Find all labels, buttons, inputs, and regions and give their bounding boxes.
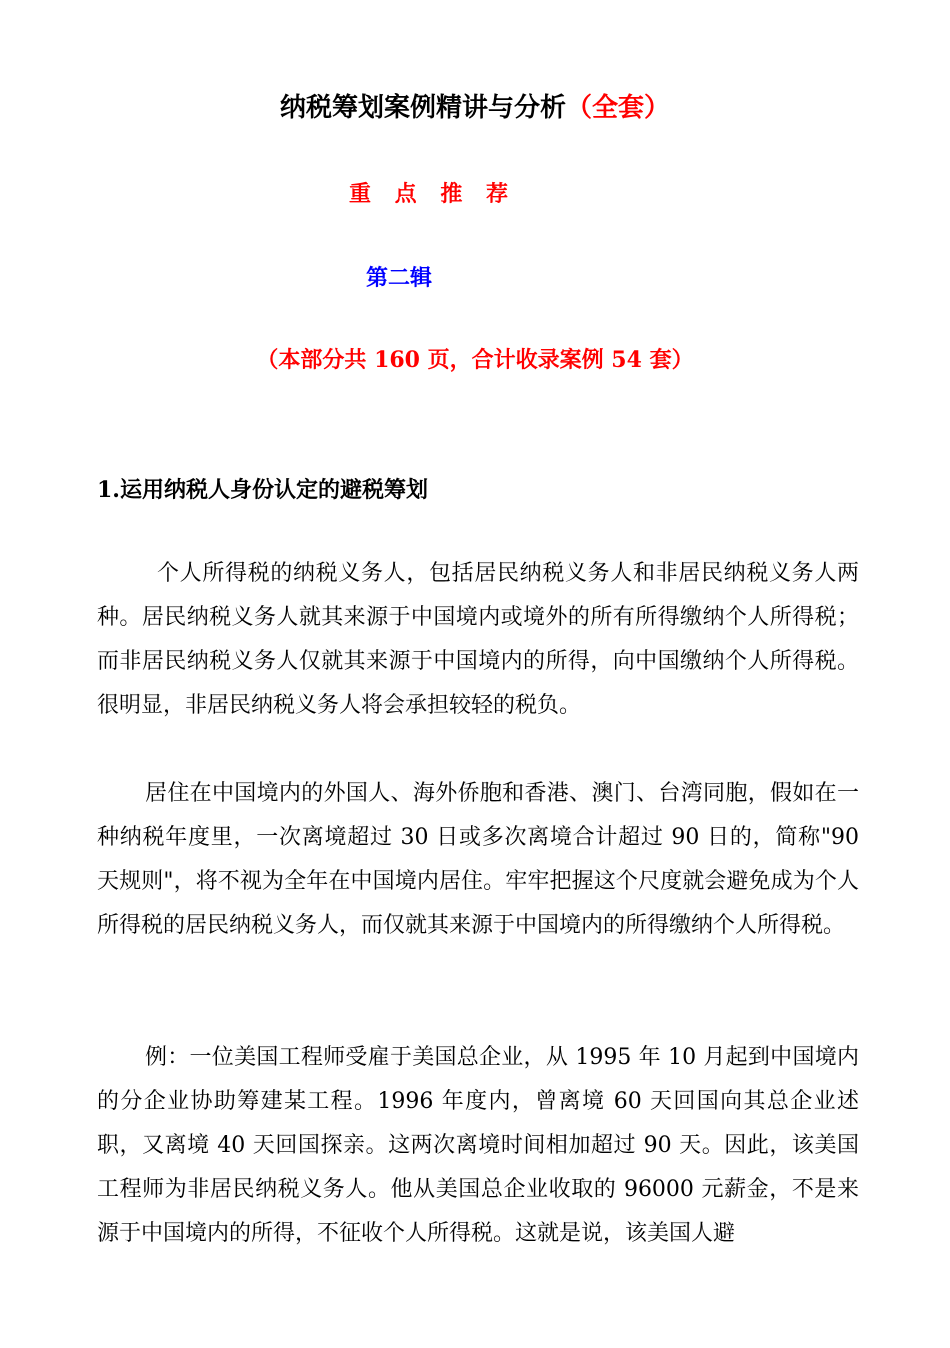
- paragraph: 例：一位美国工程师受雇于美国总企业，从 1995 年 10 月起到中国境内的分企业协助筹建某工程。1996 年度内，曾离境 60 天回国向其总企业述职，又离境 40 天回国探亲。这两次离境时间相加超过 90 天。因此，该美国工程师为非居民纳税义务人。他从美国总企业收取的 96000 元薪金，不是来源于中国境内的所得，不征收个人所得税。这就是说，该美国人避: [97, 1045, 859, 1246]
- paragraph: 个人所得税的纳税义务人，包括居民纳税义务人和非居民纳税义务人两种。居民纳税义务人就其来源于中国境内或境外的所有所得缴纳个人所得税；而非居民纳税义务人仅就其来源于中国境内的所得，向中国缴纳个人所得税。很明显，非居民纳税义务人将会承担较轻的税负。: [97, 561, 859, 718]
- section-heading: 1.运用纳税人身份认定的避税筹划: [97, 477, 428, 503]
- document-title: [0, 86, 950, 130]
- recommend-label: 重 点 推 荐: [349, 181, 516, 207]
- title-suffix: （全套）: [566, 93, 671, 123]
- title-main: 纳税筹划案例精讲与分析: [279, 93, 566, 123]
- issue-label: 第二辑: [366, 265, 433, 291]
- paragraph: 居住在中国境内的外国人、海外侨胞和香港、澳门、台湾同胞，假如在一种纳税年度里，一次离境超过 30 日或多次离境合计超过 90 日的，简称"90 天规则"，将不视为全年在中国境内居住。牢牢把握这个尺度就会避免成为个人所得税的居民纳税义务人，而仅就其来源于中国境内的所得缴纳个人所得税。: [97, 781, 859, 938]
- count-note: （本部分共 160 页，合计收录案例 54 套）: [256, 347, 694, 373]
